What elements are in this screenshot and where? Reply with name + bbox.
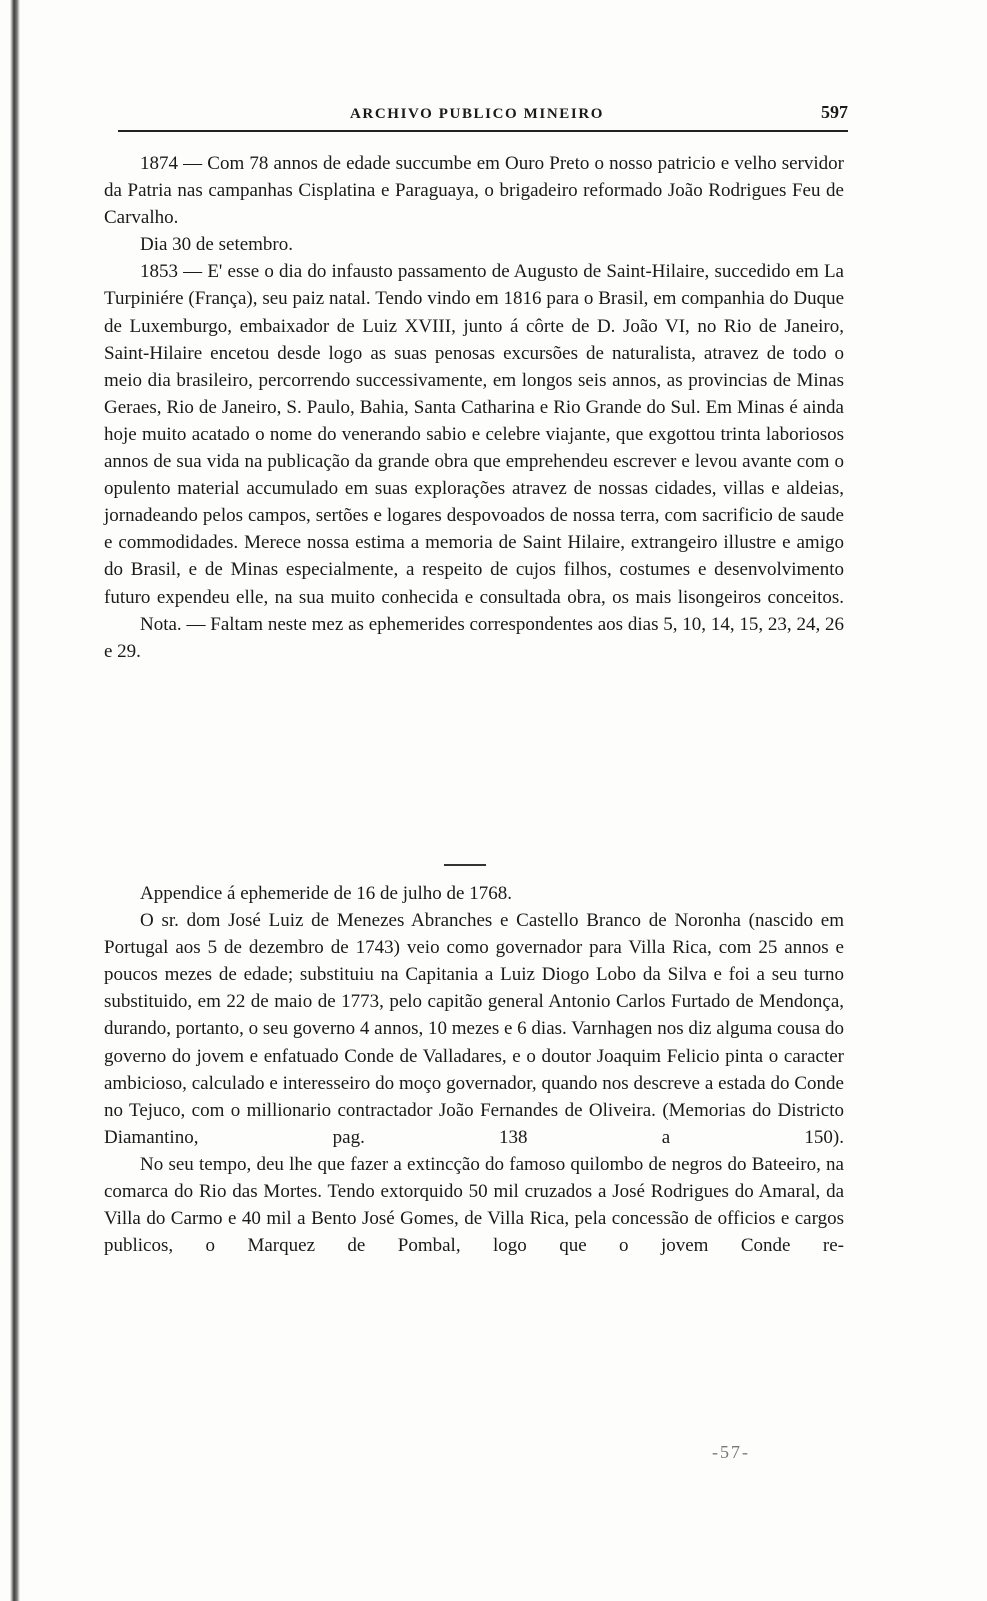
header-rule [118,130,848,132]
running-header [118,104,848,128]
paragraph-quilombo: No seu tempo, deu lhe que fazer a extincção do famoso quilombo de negros do Bateeiro, na comarca do Rio das Mortes. Tendo extorquido 50 mil cruzados a José Rodrigues do Amaral, da Villa do Carmo e 40 mil a Bento José Gomes, de Villa Rica, pela concessão de officios e cargos publicos, o Marquez de Pombal, logo que o jovem Conde re- [104,1153,844,1257]
paragraph-governor: O sr. dom José Luiz de Menezes Abranches e Castello Branco de Noronha (nascido em Portugal aos 5 de dezembro de 1743) veio como governador para Villa Rica, com 25 annos e poucos mezes de edade; substituiu na Capitania a Luiz Diogo Lobo da Silva e foi a seu turno substituido, em 22 de maio de 1773, pelo capitão general Antonio Carlos Furtado de Mendonça, durando, portanto, o seu governo 4 annos, 10 mezes e 6 dias. Varnhagen nos diz alguma cousa do governo do jovem e enfatuado Conde de Valladares, e o doutor Joaquim Felicio pinta o caracter ambicioso, calculado e interesseiro do moço governador, quando nos descreve a estada do Conde no Tejuco, com o millionario contractador João Fernandes de Oliveira. (Memorias do Districto Diamantino, pag. 138 a 150). [104,910,844,1148]
date-heading: Dia 30 de setembro. [140,234,294,256]
section-appendix [104,880,844,1259]
section-ephemerides [104,150,844,665]
paragraph-1874: 1874 — Com 78 annos de edade succumbe em Ouro Preto o nosso patricio e velho servidor da Patria nas campanhas Cisplatina e Paraguaya, o brigadeiro reformado João Rodrigues Feu de Carvalho. [104,153,844,229]
header-title: ARCHIVO PUBLICO MINEIRO [350,106,605,122]
appendix-heading: Appendice á ephemeride de 16 de julho de 1768. [140,883,512,904]
section-separator [444,864,486,866]
footer-mark: -57- [712,1442,750,1462]
note-paragraph: Nota. — Faltam neste mez as ephemerides correspondentes aos dias 5, 10, 14, 15, 23, 24, 26 e 29. [104,613,844,662]
paragraph-1853: 1853 — E' esse o dia do infausto passamento de Augusto de Saint-Hilaire, succedido em La Turpiniére (França), seu paiz natal. Tendo vindo em 1816 para o Brasil, em companhia do Duque de Luxemburgo, embaixador de Luiz XVIII, junto á côrte de D. João VI, no Rio de Janeiro, Saint-Hilaire encetou desde logo as suas penosas excursões de naturalista, atravez de todo o meio dia brasileiro, percorrendo successivamente, em longos seis annos, as provincias de Minas Geraes, Rio de Janeiro, S. Paulo, Bahia, Santa Catharina e Rio Grande do Sul. Em Minas é ainda hoje muito acatado o nome do venerando sabio e celebre viajante, que exgottou trinta laboriosos annos de sua vida na publicação da grande obra que emprehendeu escrever e levou avante com o opulento material accumulado em suas explorações atravez de nossas cidades, villas e aldeias, jornadeando pelos campos, sertões e logares despovoados de nossa terra, com sacrificio de saude e commodidades. Merece nossa estima a memoria de Saint Hilaire, extrangeiro illustre e amigo do Brasil, e de Minas especialmente, a respeito de cujos filhos, costumes e desenvolvimento futuro expendeu elle, na sua muito conhecida e consultada obra, os mais lisongeiros conceitos. [104,261,844,608]
page-number: 597 [821,102,848,122]
binding-shadow [10,0,20,1601]
